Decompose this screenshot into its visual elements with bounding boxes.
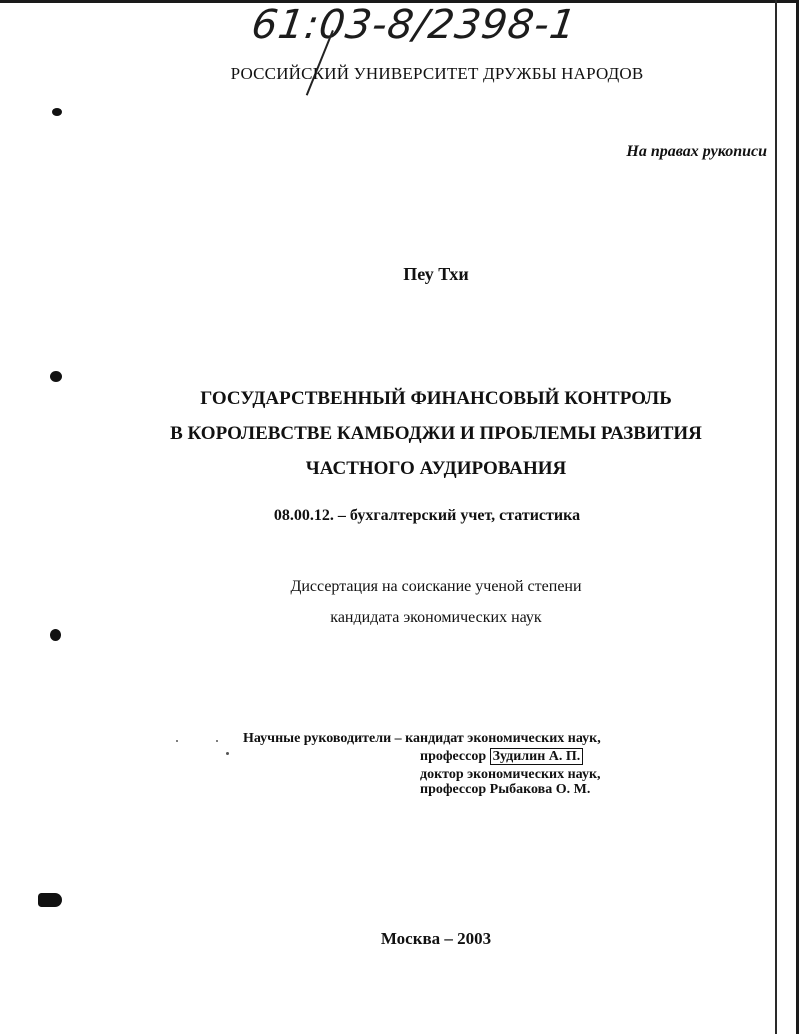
degree-line-1: Диссертация на соискание ученой степени [290, 578, 582, 595]
author-name: Пеу Тхи [403, 264, 469, 284]
dissertation-title-line-3: ЧАСТНОГО АУДИРОВАНИЯ [305, 458, 567, 479]
dissertation-title-line-2: В КОРОЛЕВСТВЕ КАМБОДЖИ И ПРОБЛЕМЫ РАЗВИТИЯ [170, 423, 702, 444]
degree-line-2: кандидата экономических наук [330, 609, 542, 626]
binder-mark-2 [50, 371, 62, 382]
binder-mark-3 [50, 629, 61, 641]
binder-mark-1 [52, 108, 62, 116]
scan-speck [226, 752, 229, 755]
binder-mark-4 [38, 893, 62, 907]
city-year: Москва – 2003 [380, 929, 492, 948]
supervisors-line-2 [420, 749, 583, 765]
dissertation-title-line-1: ГОСУДАРСТВЕННЫЙ ФИНАНСОВЫЙ КОНТРОЛЬ [200, 388, 672, 409]
supervisors-line-1: Научные руководители – кандидат экономических наук, [243, 731, 601, 746]
scan-speck [216, 740, 218, 742]
handwritten-archive-code: 61:03-8/2398-1 [248, 2, 580, 48]
supervisors-line-4: профессор Рыбакова О. М. [420, 782, 591, 797]
manuscript-rights-note: На правах рукописи [626, 143, 767, 160]
supervisors-line-3: доктор экономических наук, [420, 767, 601, 782]
scan-speck [176, 740, 178, 742]
supervisor-name-boxed: Зудилин А. П. [490, 748, 584, 765]
supervisor-title: профессор [420, 749, 487, 764]
specialty-code: 08.00.12. – бухгалтерский учет, статистика [273, 507, 581, 524]
university-name: РОССИЙСКИЙ УНИВЕРСИТЕТ ДРУЖБЫ НАРОДОВ [230, 64, 644, 83]
